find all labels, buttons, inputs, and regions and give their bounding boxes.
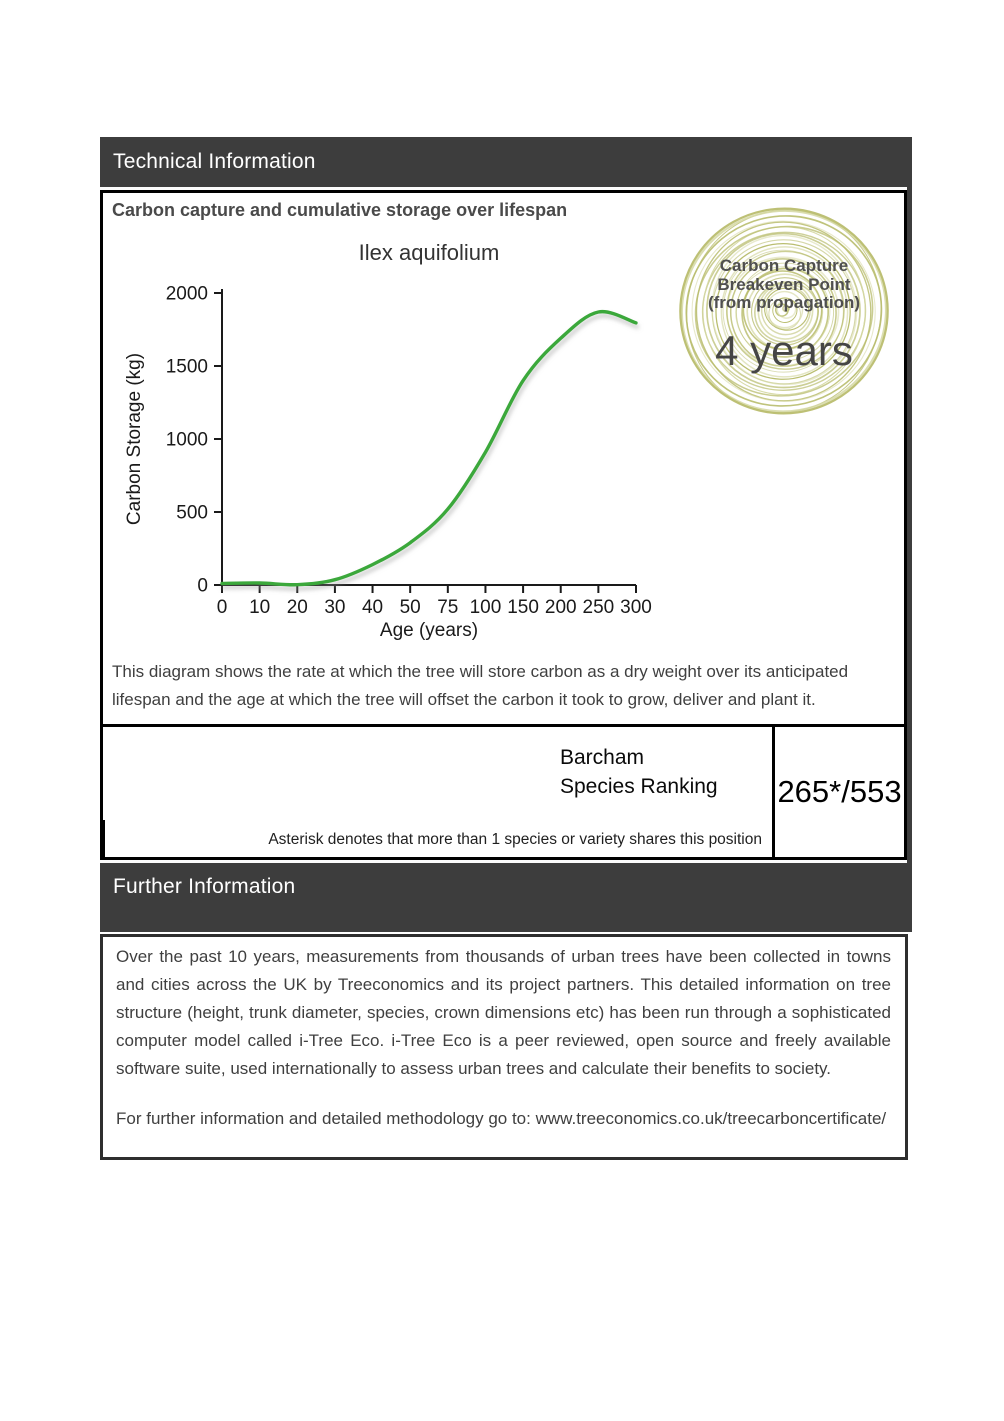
carbon-capture-section — [100, 190, 907, 727]
badge-heading-line: (from propagation) — [707, 293, 861, 312]
y-tick-label: 2000 — [165, 283, 208, 305]
further-information-paragraph: Over the past 10 years, measurements from thousands of urban trees have been collected in towns and cities across the UK by Treeconomics and its project partners. This detailed information on tree structure (height, trunk diameter, species, crown dimensions etc) has been run through a sophisticated computer model called i-Tree Eco. i-Tree Eco is a peer reviewed, open source and freely available software suite, used internationally to assess urban trees and calculate their benefits to society. — [116, 947, 891, 1078]
chart-caption-line: This diagram shows the rate at which the tree will store carbon as a dry weight over its anticipated — [112, 662, 849, 681]
breakeven-years-value: 4 years — [715, 326, 853, 374]
x-tick-label: 75 — [437, 597, 459, 618]
species-ranking-value-cell — [772, 727, 904, 857]
breakeven-badge — [674, 199, 894, 419]
technical-information-header — [100, 137, 912, 187]
x-tick-label: 40 — [361, 597, 384, 618]
further-information-section — [100, 934, 908, 1160]
chart-caption-line: lifespan and the age at which the tree will offset the carbon it took to grow, deliver and plant it. — [112, 690, 816, 709]
species-ranking-section — [100, 727, 907, 860]
further-information-header-label: Further Information — [113, 875, 296, 898]
chart-title: Ilex aquifolium — [358, 240, 500, 265]
x-tick-label: 100 — [469, 597, 502, 618]
badge-heading-line: Carbon Capture — [719, 256, 849, 275]
x-tick-label: 20 — [286, 597, 308, 618]
border-ink-mark — [100, 820, 105, 860]
methodology-url: www.treeconomics.co.uk/treecarboncertificate/ — [535, 1109, 887, 1128]
technical-information-header-label: Technical Information — [113, 150, 316, 173]
x-tick-label: 30 — [324, 597, 346, 618]
x-tick-label: 250 — [582, 597, 615, 618]
carbon-storage-curve — [222, 312, 636, 585]
x-tick-label: 0 — [216, 597, 228, 618]
methodology-link-line — [116, 1109, 891, 1129]
carbon-storage-chart — [120, 238, 680, 663]
badge-heading-line: Breakeven Point — [717, 274, 851, 294]
methodology-link-prefix: For further information and detailed methodology go to: — [116, 1109, 536, 1128]
species-ranking-title — [560, 743, 718, 801]
y-axis-label: Carbon Storage (kg) — [124, 352, 145, 526]
ranking-org: Barcham — [560, 746, 645, 769]
further-information-header — [100, 863, 912, 932]
y-tick-label: 500 — [176, 502, 208, 524]
y-tick-label: 1500 — [165, 356, 208, 378]
x-tick-label: 10 — [249, 597, 271, 618]
y-tick-label: 0 — [197, 575, 208, 597]
x-tick-label: 200 — [544, 597, 577, 618]
breakeven-badge-text — [674, 199, 894, 375]
technical-panel — [100, 137, 912, 932]
ranking-value: 265*/553 — [777, 774, 902, 809]
asterisk-note: Asterisk denotes that more than 1 species or variety shares this position — [268, 831, 762, 848]
y-tick-label: 1000 — [165, 429, 208, 451]
x-tick-label: 150 — [507, 597, 539, 618]
x-tick-label: 50 — [399, 597, 421, 618]
chart-caption — [112, 658, 896, 714]
species-ranking-left-cell — [103, 727, 772, 857]
x-axis-label: Age (years) — [379, 620, 479, 641]
section-title: Carbon capture and cumulative storage over lifespan — [112, 200, 568, 220]
ranking-label: Species Ranking — [560, 775, 718, 798]
x-tick-label: 300 — [620, 597, 652, 618]
